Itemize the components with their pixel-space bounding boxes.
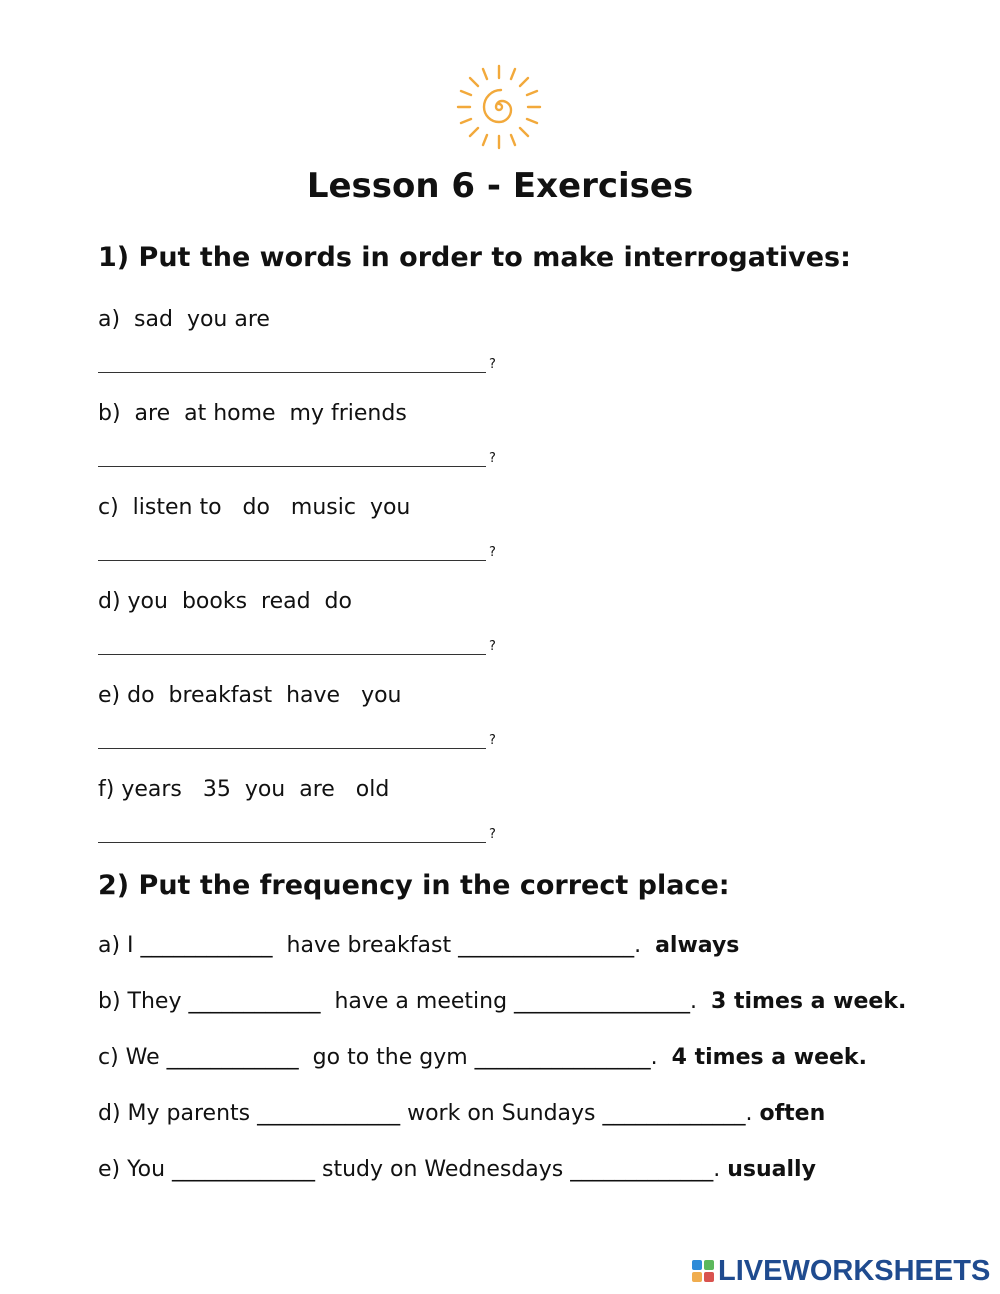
question-mark: ?	[489, 639, 496, 654]
exercise1-answer-d[interactable]	[98, 639, 518, 662]
exercise1-answer-f[interactable]	[98, 827, 518, 850]
exercise1-answer-a[interactable]	[98, 357, 518, 380]
page-title: Lesson 6 - Exercises	[306, 166, 694, 206]
sentence-text: d) My parents _____________ work on Sundays _____________.	[98, 1101, 760, 1126]
exercise2-item-e[interactable]	[98, 1156, 816, 1184]
logo-text: LIVEWORKSHEETS	[718, 1255, 991, 1287]
exercise1-answer-c[interactable]	[98, 545, 518, 568]
answer-line[interactable]	[98, 372, 486, 373]
logo-mark-icon	[692, 1260, 714, 1282]
answer-line[interactable]	[98, 560, 486, 561]
exercise1-prompt-c: c) listen to do music you	[98, 495, 411, 520]
exercise1-prompt-d: d) you books read do	[98, 589, 352, 614]
question-mark: ?	[489, 357, 496, 372]
sentence-text: c) We ____________ go to the gym ________________.	[98, 1045, 672, 1070]
exercise1-prompt-f: f) years 35 you are old	[98, 777, 390, 802]
sentence-text: a) I ____________ have breakfast ________________.	[98, 933, 656, 958]
exercise2-item-b[interactable]	[98, 988, 906, 1016]
question-mark: ?	[489, 451, 496, 466]
frequency-word: 4 times a week.	[671, 1045, 867, 1070]
exercise1-prompt-b: b) are at home my friends	[98, 401, 407, 426]
sentence-text: e) You _____________ study on Wednesdays _____________.	[98, 1157, 728, 1182]
answer-line[interactable]	[98, 654, 486, 655]
liveworksheets-logo	[692, 1256, 990, 1286]
question-mark: ?	[489, 545, 496, 560]
exercise2-item-c[interactable]	[98, 1044, 867, 1072]
frequency-word: often	[759, 1101, 826, 1126]
section1-heading: 1) Put the words in order to make interrogatives:	[98, 242, 851, 273]
question-mark: ?	[489, 827, 496, 842]
question-mark: ?	[489, 733, 496, 748]
answer-line[interactable]	[98, 466, 486, 467]
sun-icon	[456, 64, 542, 150]
frequency-word: usually	[727, 1157, 816, 1182]
frequency-word: 3 times a week.	[711, 989, 907, 1014]
answer-line[interactable]	[98, 748, 486, 749]
exercise1-prompt-a: a) sad you are	[98, 307, 270, 332]
frequency-word: always	[655, 933, 740, 958]
answer-line[interactable]	[98, 842, 486, 843]
exercise1-answer-b[interactable]	[98, 451, 518, 474]
exercise1-prompt-e: e) do breakfast have you	[98, 683, 402, 708]
exercise2-item-a[interactable]	[98, 932, 739, 960]
sentence-text: b) They ____________ have a meeting ________________.	[98, 989, 712, 1014]
exercise2-item-d[interactable]	[98, 1100, 825, 1128]
exercise1-answer-e[interactable]	[98, 733, 518, 756]
section2-heading: 2) Put the frequency in the correct place:	[98, 870, 730, 901]
